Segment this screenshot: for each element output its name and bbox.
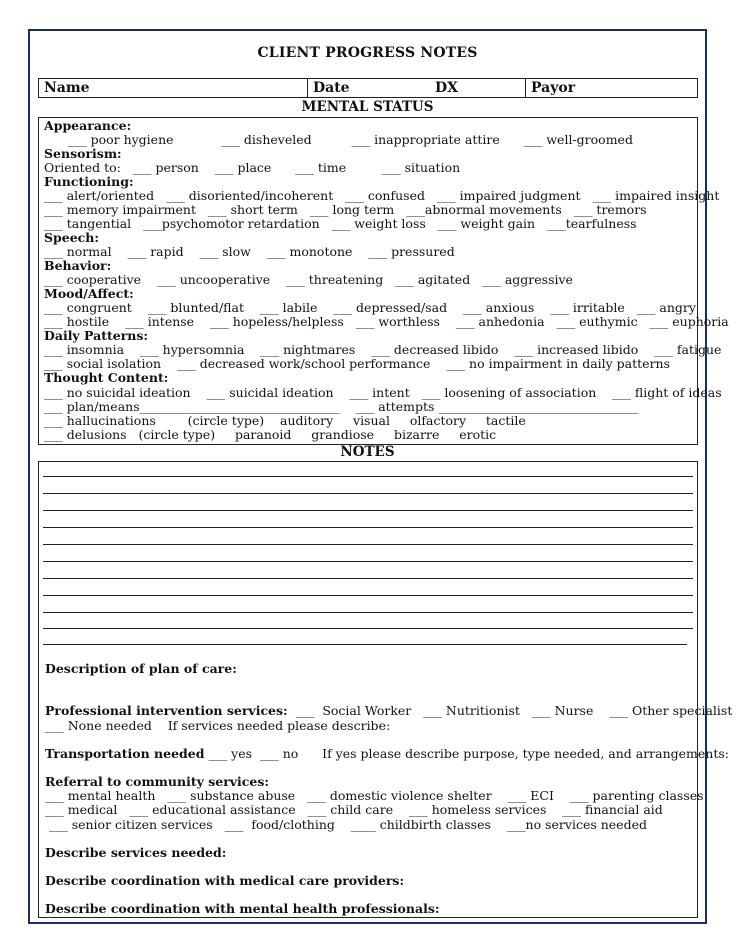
writing-line xyxy=(43,644,687,645)
sensorism-options: Oriented to: ___ person ___ place ___ time ___ situation xyxy=(44,160,461,175)
professional-services-label: Professional intervention services: xyxy=(45,703,288,718)
professional-services-options: ___ Social Worker ___ Nutritionist ___ Nurse ___ Other specialist xyxy=(287,703,733,718)
header-divider xyxy=(525,79,526,97)
transportation-options: ___ yes ___ no If yes please describe purpose, type needed, and arrangements: xyxy=(204,746,730,761)
speech-options: ___ normal ___ rapid ___ slow ___ monotone ___ pressured xyxy=(44,244,455,259)
dx-label: DX xyxy=(435,80,459,96)
mood-options: ___ congruent ___ blunted/flat ___ labile ___ depressed/sad ___ anxious ___ irritable ___ angry xyxy=(44,300,696,315)
writing-line xyxy=(43,476,693,477)
mental-status-box xyxy=(38,117,729,445)
name-label: Name xyxy=(44,80,90,96)
mood-options: ___ hostile ___ intense ___ hopeless/helpless ___ worthless ___ anhedonia ___ euthymic ___ euphoria xyxy=(44,314,729,329)
daily-patterns-heading: Daily Patterns: xyxy=(44,328,149,343)
functioning-heading: Functioning: xyxy=(44,174,134,189)
referral-options: ___ senior citizen services ___ food/clothing ____ childbirth classes ___no services needed xyxy=(45,817,647,832)
mental-health-coordination-label: Describe coordination with mental health professionals: xyxy=(45,901,440,916)
writing-line xyxy=(43,595,693,596)
behavior-heading: Behavior: xyxy=(44,258,112,273)
referral-options: ___ mental health ___ substance abuse ___ domestic violence shelter ___ ECI ___ parenting classes xyxy=(45,788,704,803)
payor-label: Payor xyxy=(531,80,576,96)
date-label: Date xyxy=(313,80,350,96)
professional-services-options: ___ None needed If services needed please describe: xyxy=(45,718,391,733)
transportation-label: Transportation needed xyxy=(45,746,205,761)
writing-line xyxy=(43,544,693,545)
writing-line xyxy=(43,628,693,629)
speech-heading: Speech: xyxy=(44,230,99,245)
professional-services-row xyxy=(45,703,732,718)
mental-status-title: MENTAL STATUS xyxy=(301,99,434,115)
writing-line xyxy=(43,510,693,511)
daily-patterns-options: ___ insomnia ___ hypersomnia ___ nightmares ___ decreased libido ___ increased libido ___ fatigue xyxy=(44,342,722,357)
referral-options: ___ medical ___ educational assistance ___ child care ___ homeless services ___ financial aid xyxy=(45,802,663,817)
writing-line xyxy=(43,612,693,613)
plan-of-care-label: Description of plan of care: xyxy=(45,661,237,676)
functioning-options: ___ tangential ___psychomotor retardation ___ weight loss ___ weight gain ___tearfulness xyxy=(44,216,637,231)
form-title: CLIENT PROGRESS NOTES xyxy=(257,45,478,61)
thought-content-options: ___ hallucinations (circle type) auditory visual olfactory tactile xyxy=(44,413,526,428)
mood-heading: Mood/Affect: xyxy=(44,286,134,301)
thought-content-heading: Thought Content: xyxy=(44,370,169,385)
daily-patterns-options: ___ social isolation ___ decreased work/school performance ___ no impairment in daily patterns xyxy=(44,356,671,371)
appearance-heading: Appearance: xyxy=(44,118,132,133)
functioning-options: ___ memory impairment ___ short term ___ long term ___abnormal movements ___ tremors xyxy=(44,202,647,217)
referral-label: Referral to community services: xyxy=(45,774,270,789)
behavior-options: ___ cooperative ___ uncooperative ___ threatening ___ agitated ___ aggressive xyxy=(44,272,573,287)
header-row xyxy=(38,78,698,98)
writing-line xyxy=(43,561,693,562)
functioning-options: ___ alert/oriented ___ disoriented/incoherent ___ confused ___ impaired judgment ___ impaired insight xyxy=(44,188,720,203)
medical-coordination-label: Describe coordination with medical care providers: xyxy=(45,873,405,888)
notes-box xyxy=(38,461,733,918)
thought-content-options: ___ delusions (circle type) paranoid grandiose bizarre erotic xyxy=(44,427,497,442)
thought-content-options: ___ no suicidal ideation ___ suicidal ideation ___ intent ___ loosening of association ___ flight of ideas xyxy=(44,385,722,400)
thought-content-options: ___ plan/means________________________________ ___ attempts ________________________________ xyxy=(44,399,639,414)
appearance-options: ___ poor hygiene ___ disheveled ___ inappropriate attire ___ well-groomed xyxy=(44,132,633,147)
notes-title: NOTES xyxy=(340,444,395,460)
transportation-row xyxy=(45,746,729,761)
form-border xyxy=(28,29,733,924)
writing-line xyxy=(43,493,693,494)
writing-line xyxy=(43,527,693,528)
writing-line xyxy=(43,578,693,579)
header-divider xyxy=(307,79,308,97)
describe-services-label: Describe services needed: xyxy=(45,845,227,860)
sensorism-heading: Sensorism: xyxy=(44,146,122,161)
